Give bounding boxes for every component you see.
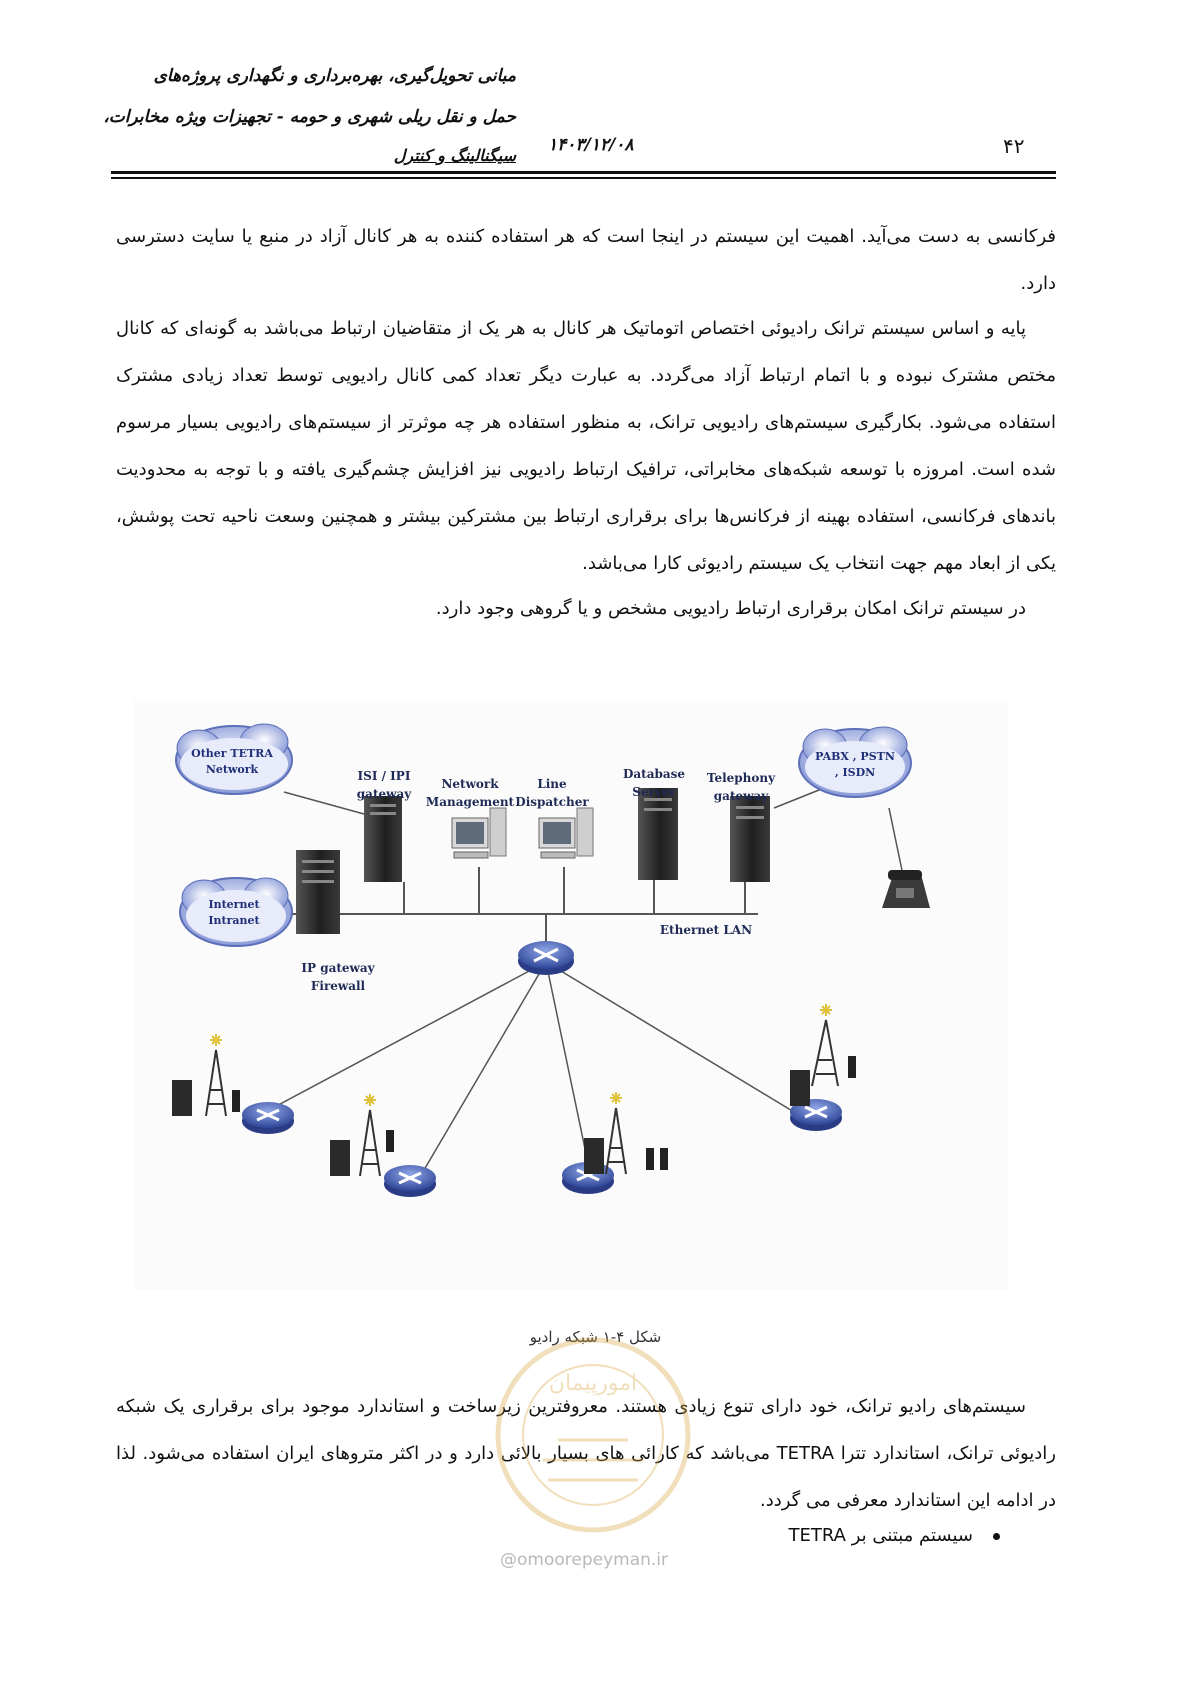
figure-caption: شکل ۴-۱ شبکه رادیو	[529, 1328, 662, 1346]
page-header	[0, 0, 1191, 190]
header-title-line2: حمل و نقل ریلی شهری و حومه - تجهیزات ویژه مخابرات،	[103, 107, 516, 127]
header-rule-thin	[111, 177, 1056, 179]
header-date: ۱۴۰۳/۱۲/۰۸	[548, 135, 634, 155]
radio-network-figure	[134, 700, 1008, 1290]
label-netmgmt: Network Management	[425, 777, 515, 809]
router-central	[518, 941, 574, 975]
bullet-text: سیستم مبتنی بر TETRA	[788, 1525, 973, 1546]
server-ip-gateway	[296, 850, 340, 934]
server-telephony	[730, 796, 770, 882]
base-station-3	[584, 1092, 668, 1174]
label-isi: ISI / IPI gateway	[356, 769, 412, 801]
router-site-1	[242, 1102, 294, 1134]
network-diagram	[134, 700, 1008, 1290]
paragraph-4-text: سیستم‌های رادیو ترانک، خود دارای تنوع زیادی هستند. معروفترین زیرساخت و استاندارد موجود برای برقراری یک شبکه رادیوئی ترانک، استاندارد تترا TETRA می‌باشد که کارائی های بسیار بالائی دارد و در اکثر متروهای ایران استفاده می‌شود. لذا در ادامه این استاندارد معرفی می گردد.	[116, 1396, 1056, 1511]
header-title-line3: سیگنالینگ و کنترل	[393, 146, 516, 165]
label-internet: Internet Intranet	[208, 898, 260, 927]
paragraph-3	[116, 585, 1056, 632]
label-pabx: PABX , PSTN , ISDN	[815, 750, 895, 779]
workstation-line-dispatcher	[539, 808, 593, 858]
watermark-url: @omoorepeyman.ir	[500, 1550, 669, 1570]
watermark-logo-text: امورپیمان	[548, 1371, 638, 1396]
label-other-tetra: Other TETRA Network	[191, 747, 273, 776]
server-database	[638, 788, 678, 880]
base-station-2	[330, 1094, 394, 1176]
header-rule-thick	[111, 171, 1056, 174]
label-lan: Ethernet LAN	[659, 923, 753, 937]
base-station-1	[172, 1034, 240, 1116]
paragraph-1-text: فرکانسی به دست می‌آید. اهمیت این سیستم در اینجا است که هر استفاده کننده به هر کانال آزاد در منبع یا سایت دسترسی دارد.	[116, 226, 1056, 294]
page-number: ۴۲	[1003, 134, 1025, 158]
paragraph-1	[116, 213, 1056, 307]
server-isi	[364, 796, 402, 882]
router-site-2	[384, 1165, 436, 1197]
label-tel: Telephony gateway	[706, 771, 776, 803]
label-ipgw: IP gateway Firewall	[301, 961, 375, 993]
paragraph-2	[116, 305, 1056, 587]
header-title-line1: مبانی تحویل‌گیری، بهره‌برداری و نگهداری پروژه‌های	[153, 66, 516, 86]
paragraph-2-text: پایه و اساس سیستم ترانک رادیوئی اختصاص اتوماتیک هر کانال به هر یک از متقاضیان ارتباط می‌باشد به گونه‌ای که کانال مختص مشترک نبوده و با اتمام ارتباط آزاد می‌گردد. به عبارت دیگر تعداد کمی کانال رادیویی توسط تعداد زیادی مشترک استفاده می‌شود. بکارگیری سیستم‌های رادیویی ترانک، به منظور استفاده هر چه موثرتر از سیستم‌های رادیویی بسیار مرسوم شده است. امروزه با توسعه شبکه‌های مخابراتی، ترافیک ارتباط رادیویی نیز افزایش چشم‌گیری یافته و با توجه به محدودیت باندهای فرکانسی، استفاده بهینه از فرکانس‌ها برای برقراری ارتباط بین مشترکین بیشتر و همچنین وسعت ناحیه تحت پوشش، یکی از ابعاد مهم جهت انتخاب یک سیستم رادیوئی کارا می‌باشد.	[116, 318, 1056, 574]
workstation-network-management	[452, 808, 506, 858]
paragraph-3-text: در سیستم ترانک امکان برقراری ارتباط رادیویی مشخص و یا گروهی وجود دارد.	[435, 598, 1026, 619]
label-line: Line Dispatcher	[515, 777, 589, 809]
base-station-4	[790, 1004, 856, 1106]
watermark-logo	[488, 1330, 698, 1540]
cloud-internet	[180, 878, 292, 946]
bullet-dot	[993, 1533, 1000, 1540]
label-db: Database Server	[622, 767, 686, 799]
desk-phone-icon	[882, 870, 930, 908]
